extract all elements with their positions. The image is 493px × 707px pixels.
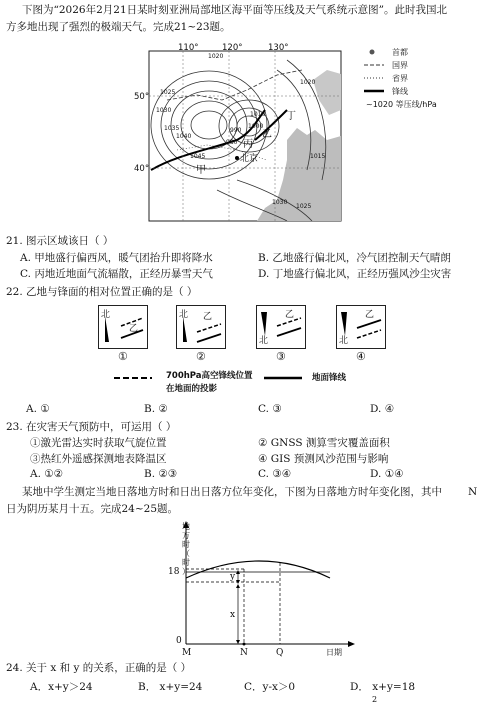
q23-item-3: ③热红外遥感探测地表降温区 (30, 453, 167, 465)
q22-box-1-num: ① (118, 350, 128, 363)
isobar-label: 1010 (250, 111, 266, 118)
intro2-line-2: 日为阴历某月十五。完成24~25题。 (6, 503, 179, 515)
label-ding: 丁 (286, 111, 296, 122)
isobar-label: 1030 (272, 199, 288, 206)
q23-item-1: ①激光雷达实时获取气旋位置 (30, 437, 167, 449)
beijing-marker (235, 156, 239, 160)
y-axis-char: 时 (182, 558, 190, 567)
label-beijing: 北京 (240, 154, 259, 164)
M-label: M (182, 648, 192, 658)
q23-option-c: C. ③④ (258, 468, 292, 480)
q24-option-d: D． x+y=18 (350, 681, 416, 693)
map-legend (362, 46, 482, 156)
north-label: 北 (259, 336, 269, 346)
y-tick-18: 18 (168, 567, 180, 577)
q22-box-2 (176, 305, 226, 349)
north-label: 北 (101, 310, 111, 320)
isobar-label: 1025 (160, 89, 176, 96)
q22-box-1 (98, 305, 148, 349)
q21-option-a: A. 甲地盛行偏西风，暖气团抬升即将降水 (20, 252, 213, 264)
north-label: 北 (339, 336, 349, 346)
q23-stem: 23. 在灾害天气预防中，可运用（ ） (6, 421, 177, 433)
y-axis-char: ） (182, 567, 190, 576)
legend-national-border: 国界 (392, 61, 408, 70)
y-axis-char: （ (182, 549, 190, 558)
q22-option-c: C. ③ (258, 403, 282, 415)
Q-label: Q (276, 648, 284, 658)
y-label: y (230, 572, 236, 582)
q22-option-b: B. ② (144, 403, 168, 415)
legend-dashed-line (114, 373, 154, 383)
isobar-label: 1045 (190, 153, 206, 160)
q24-option-c: C．y-x＞0 (244, 681, 296, 693)
intro-line-2: 方多地出现了强烈的极端天气。完成21~23题。 (6, 21, 231, 33)
q23-option-b: B. ②③ (144, 468, 178, 480)
sunset-time-graph (160, 520, 360, 660)
q22-box-2-num: ② (196, 350, 206, 363)
intro-line-1: 下图为“2026年2月21日某时刻亚洲局部地区海平面等压线及天气系统示意图”。此时我国北 (22, 4, 447, 16)
q23-option-d: D. ①④ (370, 468, 404, 480)
q21-option-d: D. 丁地盛行偏北风，正经历强风沙尘灾害 (258, 268, 452, 280)
q24-option-b: B． x+y=24 (138, 681, 203, 693)
q21-option-b: B. 乙地盛行偏北风，冷气团控制天气晴朗 (258, 252, 451, 264)
legend-isobar: ~1020 等压线/hPa (366, 100, 437, 109)
q23-item-4: ④ GIS 预测风沙范围与影响 (258, 453, 389, 465)
q22-box-3 (256, 305, 306, 349)
q22-box-3-num: ③ (276, 350, 286, 363)
isobar-label: 1015 (310, 153, 326, 160)
lon-120: 120° (222, 43, 243, 53)
isobar-label: 980 (226, 139, 238, 146)
isobar-label: 1020 (208, 53, 224, 60)
page-number: 2 (372, 695, 378, 704)
q24-option-a: A．x+y＞24 (30, 681, 93, 693)
y-axis-char: 时 (182, 540, 190, 549)
label-yi: 乙 (262, 129, 272, 140)
isobar-label: 1040 (176, 133, 192, 140)
q23-option-a: A. ①② (30, 468, 64, 480)
yi-label: 乙 (285, 310, 295, 320)
x-label: x (230, 610, 236, 620)
legend-capital: 首都 (392, 48, 408, 57)
lat-40: 40° (134, 164, 150, 174)
q22-box-4 (336, 305, 386, 349)
label-jia: 甲 (196, 165, 206, 176)
y-axis-char: 地 (182, 522, 190, 531)
legend-700hpa-1: 700hPa高空锋线位置 (166, 371, 253, 381)
yi-label: 乙 (203, 312, 213, 322)
q22-option-d: D. ④ (370, 403, 395, 415)
q24-stem: 24. 关于 x 和 y 的关系，正确的是（ ） (6, 662, 192, 674)
yi-label: 乙 (365, 310, 375, 320)
legend-700hpa-2: 在地面的投影 (166, 384, 218, 394)
date-axis-label: 日期 (326, 648, 342, 657)
q23-item-2: ② GNSS 测算雪灾覆盖面积 (258, 437, 390, 449)
lon-130: 130° (268, 43, 289, 53)
isobar-label: 1000 (248, 123, 264, 130)
legend-solid-line (264, 373, 304, 383)
intro2-N: N (468, 486, 478, 498)
q22-option-a: A. ① (26, 403, 50, 415)
lon-110: 110° (178, 43, 199, 53)
north-label: 北 (179, 310, 189, 320)
q22-box-4-num: ④ (356, 350, 366, 363)
legend-surface-front: 地面锋线 (312, 373, 347, 383)
isobar-label: 1025 (296, 203, 312, 210)
yi-label: 乙 (129, 324, 139, 334)
y-axis-char: 方 (182, 531, 190, 540)
q21-option-c: C. 丙地近地面气流辐散，正经历暴雪天气 (20, 268, 213, 280)
isobar-label: 1030 (156, 107, 172, 114)
intro2-line-1: 某地中学生测定当地日落地方时和日出日落方位年变化，下图为日落地方时年变化图，其中 (22, 486, 442, 498)
isobar-label: 1020 (300, 79, 316, 86)
q22-stem: 22. 乙地与锋面的相对位置正确的是（ ） (6, 286, 198, 298)
lat-50: 50° (134, 92, 150, 102)
q21-stem: 21. 图示区域该日（ ） (6, 235, 114, 247)
label-bing: 丙 (243, 139, 253, 150)
N-label: N (240, 648, 248, 658)
legend-front: 锋线 (392, 87, 408, 96)
isobar-label: 990 (230, 127, 242, 134)
origin-label: 0 (176, 636, 182, 646)
legend-province-border: 省界 (392, 74, 408, 83)
isobar-label: 1035 (164, 125, 180, 132)
